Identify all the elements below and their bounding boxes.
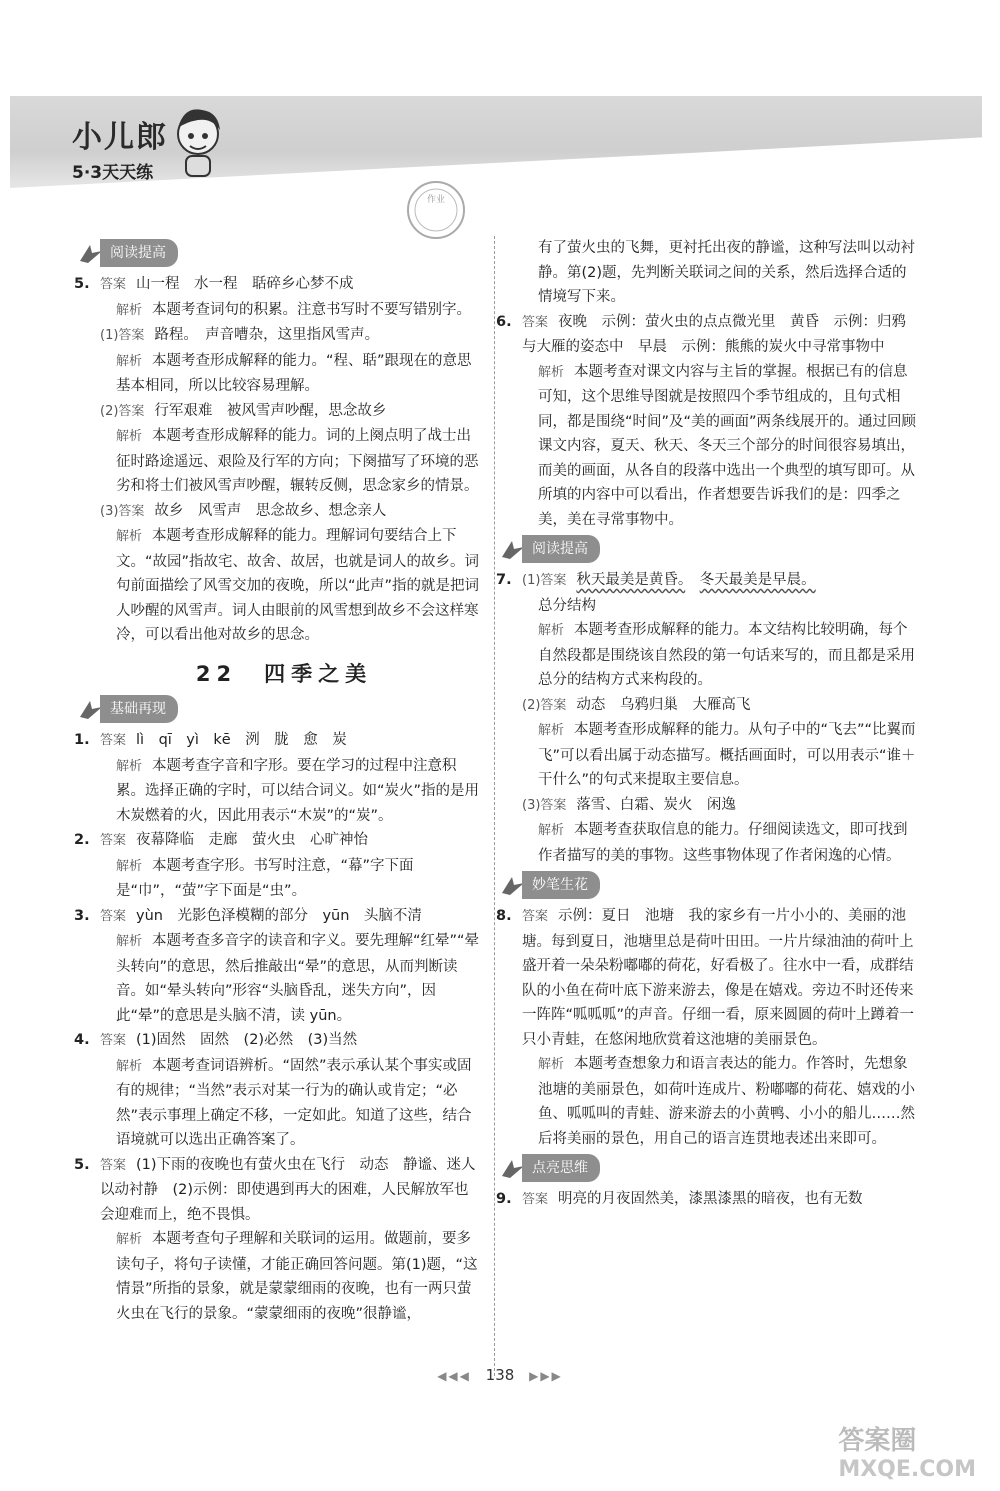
- prev-arrows: ◀◀◀: [437, 1369, 471, 1383]
- svg-text:作业: 作业: [426, 195, 446, 205]
- brand-series: 5·3天天练: [72, 163, 154, 183]
- question-3: 3. 答案 yùn 光影色泽模糊的部分 yūn 头脑不清 解析 本题考查多音字的读音和字义。要先理解“红晕”“晕头转向”的意思，然后推敲出“晕”的意思，从而判断读音。如“晕头转向”形容“头脑昏乱，迷失方向”，因此“晕”的意思是头脑不清，读 yūn。: [74, 907, 480, 1024]
- next-arrows: ▶▶▶: [529, 1369, 563, 1383]
- left-column: [74, 236, 491, 1326]
- question-7-2: (2)答案 动态 乌鸦归巢 大雁高飞 解析 本题考查形成解释的能力。从句子中的“飞去”“比翼而飞”可以看出属于动态描写。概括画面时，可以用表示“谁＋干什么”的句式来提取主要信息。: [522, 696, 916, 788]
- question-8: 8. 答案 示例：夏日 池塘 我的家乡有一片小小的、美丽的池塘。每到夏日，池塘里总是荷叶田田。一片片绿油油的荷叶上盛开着一朵朵粉嘟嘟的荷花，好看极了。往水中一看，成群结队的小鱼在荷叶底下游来游去，像是在嬉戏。旁边不时还传来一阵阵“呱呱呱”的声音。仔细一看，原来圆圆的荷叶上蹲着一只小青蛙，在悠闲地欣赏着这池塘的美丽景色。 解析 本题考查想象力和语言表达的能力。作答时，先想象池塘的美丽景色，如荷叶连成片、粉嘟嘟的荷花、嬉戏的小鱼、呱呱叫的青蛙、游来游去的小黄鸭、小小的船儿……然后将美丽的景色，用自己的语言连贯地表述出来即可。: [496, 908, 915, 1147]
- question-5-1: (1)答案 路程。 声音嘈杂，这里指风雪声。 解析 本题考查形成解释的能力。“程、聒”跟现在的意思基本相同，所以比较容易理解。: [100, 327, 472, 394]
- question-5-3: (3)答案 故乡 风雪声 思念故乡、想念亲人 解析 本题考查形成解释的能力。理解词句要结合上下文。“故园”指故宅、故舍、故居，也就是词人的故乡。词句前面描绘了风雪交加的夜晚，所以“此声”指的就是把词人吵醒的风雪声。词人由眼前的风雪想到故乡不会这样寒冷，可以看出他对故乡的思念。: [100, 502, 480, 643]
- brand-logo: [72, 112, 168, 183]
- section-header: 点亮思维: [498, 1155, 920, 1181]
- section-header: 阅读提高: [76, 240, 482, 266]
- column-divider: [494, 236, 495, 1376]
- page-number: 138: [485, 1366, 515, 1384]
- page-footer: [0, 1366, 1000, 1384]
- continued-analysis: 有了萤火虫的飞舞，更衬托出夜的静谧，这种写法叫以动衬静。第(2)题，先判断关联词之间的关系，然后选择合适的情境写下来。: [538, 240, 915, 305]
- question-4: 4. 答案 (1)固然 固然 (2)必然 (3)当然 解析 本题考查词语辨析。“固然”表示承认某个事实或固有的规律；“当然”表示对某一行为的确认或肯定；“必然”表示事理上确定不移，一定如此。知道了这些，结合语境就可以选出正确答案了。: [74, 1032, 472, 1148]
- question-7: 7. (1)答案 秋天最美是黄昏。 冬天最美是早晨。 总分结构 解析 本题考查形成解释的能力。本文结构比较明确，每个自然段都是围绕该自然段的第一句话来写的，而且都是采用总分的结构方式来构段的。: [496, 572, 915, 688]
- section-header: 基础再现: [76, 696, 482, 722]
- question-1: 1. 答案 lì qī yì kē 洌 胧 愈 炭 解析 本题考查字音和字形。要在学习的过程中注意积累。选择正确的字时，可以结合词义。如“炭火”指的是用木炭燃着的火，因此用表示“木炭”的“炭”。: [74, 732, 480, 824]
- stamp-icon: [404, 178, 468, 242]
- question-6: 6. 答案 夜晚 示例：萤火虫的点点微光里 黄昏 示例：归鸦与大雁的姿态中 早晨 示例：熊熊的炭火中寻常事物中 解析 本题考查对课文内容与主旨的掌握。根据已有的信息可知，这个思维导图就是按照四个季节组成的，且句式相同，都是围绕“时间”及“美的画面”两条线展开的。通过回顾课文内容，夏天、秋天、冬天三个部分的时间很容易填出，而美的画面，从各自的段落中选出一个典型的填写即可。从所填的内容中可以看出，作者想要告诉我们的是：四季之美，美在寻常事物中。: [496, 313, 917, 528]
- mascot-icon: [168, 104, 228, 180]
- question-5b: 5. 答案 (1)下雨的夜晚也有萤火虫在飞行 动态 静谧、迷人 以动衬静 (2)示例：即使遇到再大的困难，人民解放军也会迎难而上，绝不畏惧。 解析 本题考查句子理解和关联词的运用。做题前，要多读句子，将句子读懂，才能正确回答问题。第(1)题，“这情景”所指的景象，就是蒙蒙细雨的夜晚，也有一两只萤火虫在飞行的景象。“蒙蒙细雨的夜晚”很静谧，: [74, 1156, 491, 1322]
- right-column: [496, 236, 920, 1213]
- section-header: 阅读提高: [498, 536, 920, 562]
- question-5-2: (2)答案 行军艰难 被风雪声吵醒，思念故乡 解析 本题考查形成解释的能力。词的上阕点明了战士出征时路途遥远、艰险及行军的方向；下阕描写了环境的恶劣和将士们被风雪声吵醒，辗转反侧，思念家乡的情景。: [100, 402, 479, 494]
- watermark: 答案圈 MXQE.COM: [838, 1426, 976, 1482]
- question-2: 2. 答案 夜幕降临 走廊 萤火虫 心旷神怡 解析 本题考查字形。书写时注意，“幕”字下面是“巾”，“萤”字下面是“虫”。: [74, 832, 414, 899]
- section-header: 妙笔生花: [498, 872, 920, 898]
- lesson-title: 22 四季之美: [195, 661, 373, 686]
- question-7-3: (3)答案 落雪、白霜、炭火 闲逸 解析 本题考查获取信息的能力。仔细阅读选文，即可找到作者描写的美的事物。这些事物体现了作者闲逸的心情。: [522, 796, 908, 864]
- question-9: 9. 答案 明亮的月夜固然美，漆黑漆黑的暗夜，也有无数: [496, 1191, 863, 1207]
- question-5: 5. 答案 山一程 水一程 聒碎乡心梦不成 解析 本题考查词句的积累。注意书写时不要写错别字。: [74, 276, 472, 318]
- brand-name: 小儿郎: [72, 120, 168, 155]
